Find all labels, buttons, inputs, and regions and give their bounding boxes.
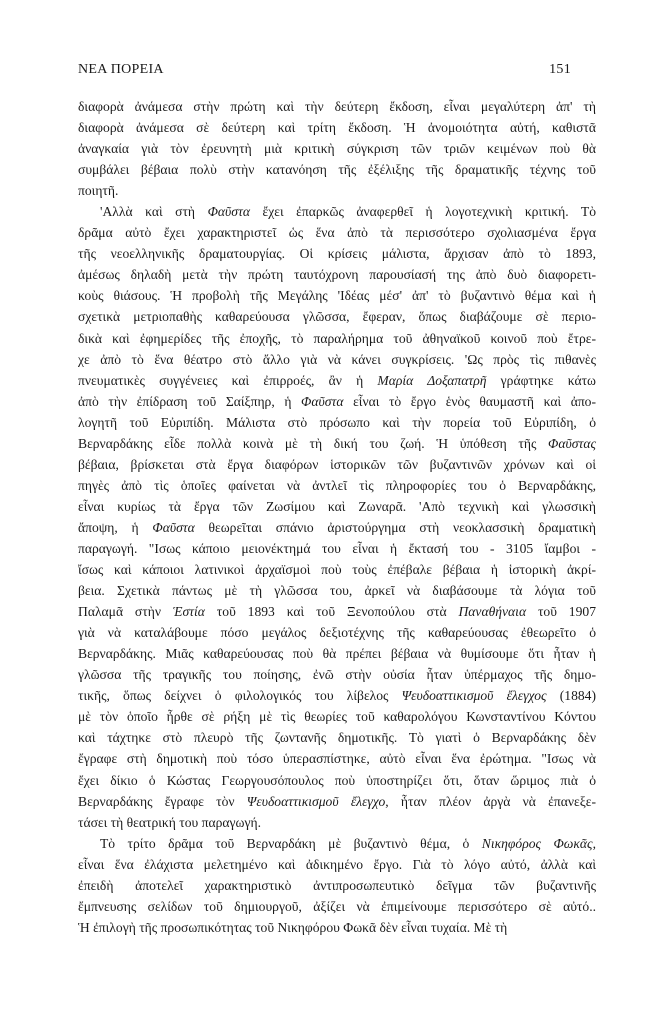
paragraph bbox=[78, 833, 596, 938]
text-line: τάσει τὴ θεατρική του παραγωγή. bbox=[78, 814, 261, 830]
text-line: Βερναρδάκης εἶδε πολλὰ κοινὰ μὲ τὴ δική του ζωή. Ἡ ὑπόθεση τῆς Φαῦστας bbox=[78, 435, 596, 451]
italic-title: Φαῦστα bbox=[207, 204, 251, 220]
text-line: ἔμπνευσης σελίδων τοῦ δημιουργοῦ, ἀξίζει νὰ ἐπιμείνουμε περισσότερο σὲ αὐτό.. bbox=[78, 898, 596, 914]
text-line: κοὺς θιάσους. Ἡ προβολὴ τῆς Μεγάλης 'Ιδέας μέσ' ἀπ' τὸ βυζαντινὸ θέμα καὶ ἡ bbox=[78, 288, 596, 304]
text-line: ἔχει δίκιο ὁ Κώστας Γεωργουσόπουλος ποὺ ὑποστηρίζει ὅτι, ὅταν ὥριμος πιὰ ὁ bbox=[78, 772, 596, 788]
italic-title: Φαῦστας bbox=[548, 435, 596, 451]
text-line: βεια. Σχετικὰ πάντως μὲ τὴ γλῶσσα του, ἀρκεῖ νὰ διαβάσουμε τὰ λόγια τοῦ bbox=[78, 583, 596, 599]
text-line: ἴσως καὶ κάποιοι λατινικοὶ ἀρχαϊσμοὶ ποὺ τοὺς ἐπέβαλε βέβαια ἡ ἱστορικὴ ἀκρί- bbox=[78, 562, 596, 578]
text-line: ἔγραφε στὴ δημοτικὴ ποὺ τόσο ὑπερασπίστηκε, αὐτὸ εἶναι ἕνα ἐρώτημα. "Ισως νὰ bbox=[78, 751, 596, 767]
text-line: λογητῆ τοῦ Εὐριπίδη. Μάλιστα στὸ πρόσωπο καὶ τὴν πορεία τοῦ Εὐριπίδη, ὁ bbox=[78, 414, 596, 430]
text-line: πηγὲς ἀπὸ τὶς ὁποῖες φαίνεται νὰ ἀντλεῖ τὶς πληροφορίες του ὁ Βερναρδάκης, bbox=[78, 477, 596, 493]
text-line: ἄποψη, ἡ Φαῦστα θεωρεῖται σπάνιο ἀριστούργημα στὴ νεοκλασσικὴ δραματικὴ bbox=[78, 519, 596, 535]
paragraph bbox=[78, 96, 596, 201]
text-line: χε ἀπὸ τὸ ἕνα θέατρο στὸ ἄλλο γιὰ νὰ κάνει συγκρίσεις. 'Ως πρὸς τὶς πιθανὲς bbox=[78, 351, 596, 367]
text-line: ἀμέσως δηλαδὴ μετὰ τὴν πρώτη ταυτόχρονη παρουσίασή της ἀπὸ δυὸ διαφορετι- bbox=[78, 267, 596, 283]
text-line: δρᾶμα αὐτὸ ἔχει χαρακτηριστεῖ ὡς ἕνα ἀπὸ τὰ περισσότερο σχολιασμένα ἔργα bbox=[78, 225, 596, 241]
italic-title: Μαρία Δοξαπατρῆ bbox=[377, 372, 487, 388]
text-line: εἶναι ἕνα ἐλάχιστα μελετημένο καὶ ἀδικημένο ἔργο. Γιὰ τὸ λόγο αὐτό, ἀλλὰ καὶ bbox=[78, 856, 596, 872]
text-line: ποιητῆ. bbox=[78, 183, 119, 199]
text-line: τῆς νεοελληνικῆς δραματουργίας. Οἱ κρίσεις μάλιστα, ἄρχισαν ἀπὸ τὸ 1893, bbox=[78, 246, 596, 262]
text-line: Βερναρδάκης. Μιᾶς καθαρεύουσας ποὺ θὰ πρέπει βέβαια νὰ θυμίσουμε ὅτι ἦταν ἡ bbox=[78, 646, 596, 662]
italic-title: Παναθήναια bbox=[458, 604, 527, 620]
text-line: διαφορὰ ἀνάμεσα στὴν πρώτη καὶ τὴν δεύτερη ἔκδοση, εἶναι μεγαλύτερη ἀπ' τὴ bbox=[78, 99, 596, 114]
text-line: ἀπὸ τὴν ἐπίδραση τοῦ Σαίξπηρ, ἡ Φαῦστα εἶναι τὸ ἔργο ἑνὸς θαυμαστῆ καὶ ἀπο- bbox=[78, 393, 597, 409]
text-line: πνευματικὲς συγγένειες καὶ ἐπιρροές, ἂν ἡ Μαρία Δοξαπατρῆ γράφτηκε κάτω bbox=[78, 372, 596, 388]
text-line: Βερναρδάκης ἔγραφε τὸν Ψευδοαττικισμοῦ ἔλεγχο, ἦταν πλέον ἀργὰ νὰ ἐπανεξε- bbox=[78, 793, 596, 809]
text-line: μὲ τὸν ὁποῖο ἦρθε σὲ ρήξη μὲ τὶς θεωρίες τοῦ καθαρολόγου Κωνσταντίνου Κόντου bbox=[78, 709, 596, 725]
running-head bbox=[78, 62, 571, 78]
text-line: βέβαια, βρίσκεται στὰ ἔργα διαφόρων ἱστορικῶν τῶν βυζαντινῶν χρόνων καὶ οἱ bbox=[78, 456, 596, 472]
italic-title: Ἑστία bbox=[172, 604, 205, 620]
text-line: διαφορὰ ἀνάμεσα σὲ δεύτερη καὶ τρίτη ἔκδοση. Ἡ ἀνομοιότητα αὐτή, καθιστᾶ bbox=[78, 120, 596, 136]
text-line: ἀναγκαία γιὰ τὸν ἐρευνητὴ μιὰ κριτικὴ σύγκριση τῶν τριῶν κειμένων ποὺ θὰ bbox=[78, 141, 596, 157]
text-line: εἶναι κυρίως τὰ ἔργα τῶν Ζωσίμου καὶ Ζωναρᾶ. 'Απὸ τεχνικὴ καὶ γλωσσικὴ bbox=[78, 498, 596, 514]
italic-title: Φαῦστα bbox=[152, 519, 195, 535]
text-line: ἐπειδὴ ἀποτελεῖ χαρακτηριστικὸ ἀντιπροσωπευτικὸ δεῖγμα τῶν βυζαντινῆς bbox=[78, 877, 596, 893]
text-line: σχετικὰ μετριοπαθὴς καθαρεύουσα γλῶσσα, ἔφεραν, ὅπως διαβάζουμε σὲ περιο- bbox=[78, 309, 596, 325]
text-line: 'Αλλὰ καὶ στὴ Φαῦστα ἔχει ἐπαρκῶς ἀναφερθεῖ ἡ λογοτεχνικὴ κριτική. Τὸ bbox=[100, 204, 596, 220]
text-line: Τὸ τρίτο δρᾶμα τοῦ Βερναρδάκη μὲ βυζαντινὸ θέμα, ὁ Νικηφόρος Φωκᾶς, bbox=[100, 835, 596, 851]
italic-title: Νικηφόρος Φωκᾶς bbox=[481, 835, 593, 851]
italic-title: Ψευδοαττικισμοῦ ἔλεγχο bbox=[246, 793, 386, 809]
italic-title: Ψευδοαττικισμοῦ ἔλεγχος bbox=[401, 688, 547, 704]
text-line: γλῶσσα τῆς τραγικῆς του ποίησης, ἐνῶ στὴν οὐσία ἦταν ὑπέρμαχος τῆς δημο- bbox=[78, 667, 596, 683]
text-line: καὶ τάχτηκε στὸ πλευρὸ τῆς ζωντανῆς δημοτικῆς. Τὸ γιατὶ ὁ Βερναρδάκης δὲν bbox=[78, 730, 596, 746]
text-line: δικὰ καὶ ἐφημερίδες τῆς ἐποχῆς, τὸ παραλήρημα τοῦ ἀθηναϊκοῦ κοινοῦ ποὺ ἔτρε- bbox=[78, 330, 596, 346]
journal-title: ΝΕΑ ΠΟΡΕΙΑ bbox=[78, 62, 164, 77]
italic-title: Φαῦστα bbox=[301, 393, 344, 409]
text-line: τικῆς, ὅπως δείχνει ὁ φιλολογικός του λίβελος Ψευδοαττικισμοῦ ἔλεγχος (1884) bbox=[78, 688, 596, 704]
paragraph bbox=[78, 201, 596, 832]
text-line: γιὰ νὰ καταλάβουμε πόσο μεγάλος δεξιοτέχνης τῆς καθαρεύουσας ἐθεωρεῖτο ὁ bbox=[78, 625, 596, 641]
text-line: συμβάλει βέβαια πολὺ στὴν κατανόηση τῆς ἐξέλιξης τῆς δραματικῆς τέχνης τοῦ bbox=[78, 162, 596, 178]
page-number: 151 bbox=[549, 62, 571, 77]
text-line: παραγωγή. "Ισως κάποιο μειονέκτημά του εἶναι ἡ ἔκτασή του - 3105 ἴαμβοι - bbox=[78, 540, 596, 556]
text-line: Ἡ ἐπιλογὴ τῆς προσωπικότητας τοῦ Νικηφόρου Φωκᾶ δὲν εἶναι τυχαία. Μὲ τὴ bbox=[78, 919, 508, 935]
text-line: Παλαμᾶ στὴν Ἑστία τοῦ 1893 καὶ τοῦ Ξενοπούλου στὰ Παναθήναια τοῦ 1907 bbox=[78, 604, 596, 620]
body-text bbox=[78, 96, 596, 938]
